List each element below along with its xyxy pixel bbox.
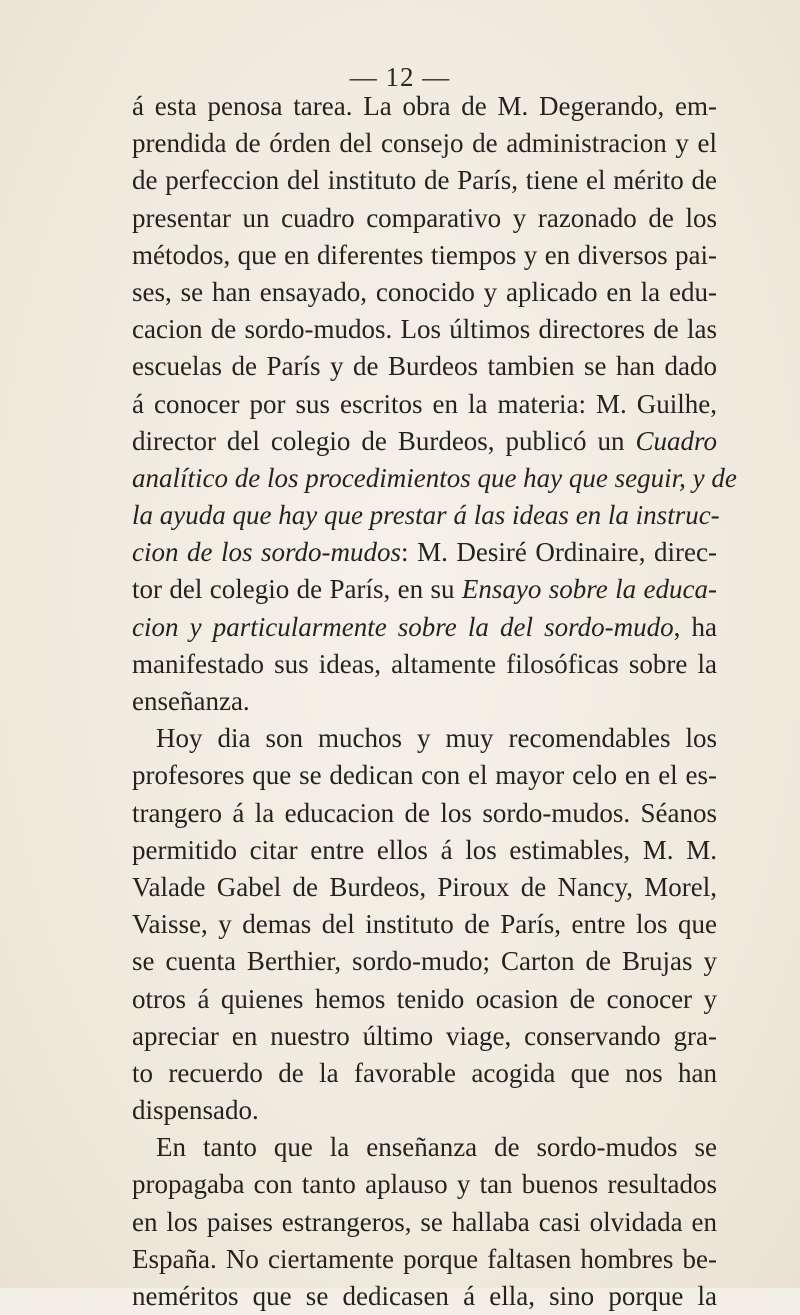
text-line: profesores que se dedican con el mayor celo en el es- (132, 760, 717, 791)
text-line: cacion de sordo-mudos. Los últimos directores de las (132, 314, 717, 345)
text-line: á esta penosa tarea. La obra de M. Degerando, em- (132, 91, 717, 121)
text-line: escuelas de París y de Burdeos tambien se han dado (132, 351, 717, 382)
text-line: neméritos que se dedicasen á ella, sino porque la (132, 1281, 717, 1311)
italic-title: cion de los sordo-mudos (132, 537, 402, 568)
text-line: Valade Gabel de Burdeos, Piroux de Nancy, Morel, (132, 871, 717, 902)
text-line: otros á quienes hemos tenido ocasion de conocer y (132, 983, 717, 1014)
text-line: prendida de órden del consejo de administracion y el (132, 128, 717, 159)
text-line: En tanto que la enseñanza de sordo-mudos se (156, 1132, 717, 1163)
text-line: apreciar en nuestro último viage, conservando gra- (132, 1020, 717, 1051)
italic-title: Ensayo sobre la educa- (461, 574, 717, 605)
text-line: ses, se han ensayado, conocido y aplicado en la edu- (132, 276, 717, 307)
text-line: á conocer por sus escritos en la materia: M. Guilhe, (132, 388, 717, 419)
text-line: Hoy dia son muchos y muy recomendables los (156, 723, 717, 754)
text-line: director del colegio de Burdeos, publicó un Cuadro (132, 425, 717, 456)
text-line: enseñanza. (132, 686, 250, 716)
text-line: presentar un cuadro comparativo y razonado de los (132, 202, 717, 233)
text-line: trangero á la educacion de los sordo-mudos. Séanos (132, 797, 717, 828)
text-line: propagaba con tanto aplauso y tan buenos resultados (132, 1169, 717, 1200)
text-line: cion de los sordo-mudos: M. Desiré Ordinaire, direc- (132, 537, 717, 568)
text-line: España. No ciertamente porque faltasen hombres be- (132, 1243, 717, 1274)
text-line: permitido citar entre ellos á los estimables, M. M. (132, 834, 717, 865)
text-line: métodos, que en diferentes tiempos y en diversos pai- (132, 239, 717, 270)
text-line: to recuerdo de la favorable acogida que nos han (132, 1057, 717, 1088)
text-line: la ayuda que hay que prestar á las ideas en la instruc- (132, 500, 720, 531)
text-line: analítico de los procedimientos que hay que seguir, y de (132, 462, 737, 493)
italic-title: Cuadro (635, 425, 717, 456)
text-line: manifestado sus ideas, altamente filosóficas sobre la (132, 648, 717, 679)
text-line: dispensado. (132, 1095, 259, 1126)
page-number: — 12 — (349, 62, 451, 92)
body-text (132, 88, 737, 1315)
text-line: Vaisse, y demas del instituto de París, entre los que (132, 909, 717, 940)
italic-title: cion y particularmente sobre la del sordo-mudo (132, 611, 674, 642)
text-line: cion y particularmente sobre la del sordo-mudo, ha (132, 611, 717, 642)
text-line: se cuenta Berthier, sordo-mudo; Carton de Brujas y (132, 946, 717, 977)
text-line: en los paises estrangeros, se hallaba casi olvidada en (132, 1206, 717, 1237)
text-line: de perfeccion del instituto de París, tiene el mérito de (132, 165, 717, 196)
text-line: tor del colegio de París, en su Ensayo sobre la educa- (132, 574, 717, 605)
